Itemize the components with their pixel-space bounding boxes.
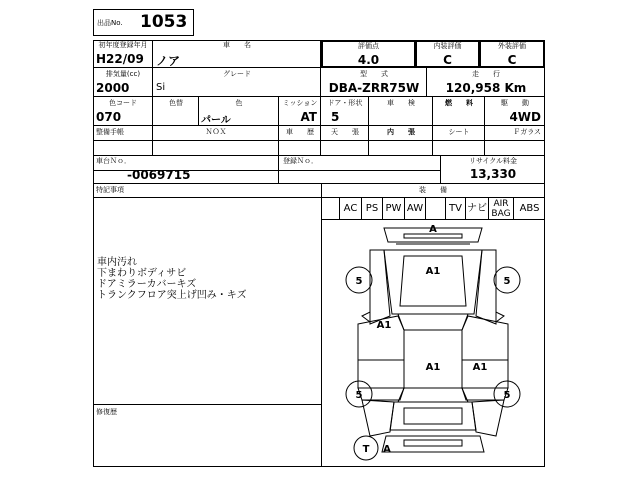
displacement-label: 排気量(cc): [105, 70, 141, 78]
remark-line: 車内汚れ: [97, 257, 137, 268]
windshield-label: Ｆガラス: [513, 128, 541, 136]
reg-date-value: H22/09: [96, 52, 144, 66]
car-damage-diagram: [322, 220, 544, 466]
rear-bumper-mark: A: [383, 444, 391, 455]
row-1: [93, 40, 545, 68]
remark-line: 下まわりボディサビ: [97, 268, 187, 279]
doors-value: 5: [331, 110, 340, 124]
model-label: 型 式: [360, 70, 388, 78]
row-2: [93, 68, 545, 97]
fuel-label: 燃 料: [445, 99, 473, 107]
notes-label: 特記事項: [96, 186, 124, 194]
interior-trim-label: 内 張: [387, 128, 415, 136]
left-rear-tire-mark: 5: [355, 390, 363, 401]
score-label: 評価点: [358, 42, 379, 50]
model-value: DBA-ZRR75W: [328, 81, 420, 95]
option-aw: AW: [405, 198, 426, 219]
grade-label: グレード: [223, 70, 251, 78]
repair-history-row: [93, 404, 322, 467]
roof-mark: A1: [425, 362, 441, 373]
color-code-label: 色コード: [109, 99, 137, 107]
notes-header-row: [93, 184, 545, 198]
right-rear-fender: [472, 400, 504, 436]
lot-number-box: [93, 9, 194, 36]
recycle-fee-value: 13,330: [469, 167, 517, 181]
option-blank: [426, 198, 446, 219]
left-front-tire-mark: 5: [355, 276, 363, 287]
row-5: [93, 156, 545, 184]
reg-date-label: 初年度登録年月: [98, 41, 148, 49]
grade-value: Si: [156, 82, 166, 93]
nox-label: ＮＯＸ: [205, 128, 227, 136]
option-tv: TV: [446, 198, 466, 219]
inspection-label: 車 検: [387, 99, 415, 107]
left-rear-fender: [362, 400, 394, 436]
equipment-label: 装 備: [419, 186, 447, 194]
rear-window: [398, 388, 468, 402]
doors-label: ドア・形状: [327, 99, 363, 107]
front-bumper-mark: A: [429, 224, 437, 235]
spare-tire-mark: T: [362, 444, 370, 455]
displacement-value: 2000: [96, 81, 130, 95]
option-abs: ABS: [519, 203, 540, 214]
remark-line: ドアミラーカバーキズ: [97, 279, 197, 290]
interior-score-value: C: [443, 53, 452, 67]
hood-outline: [400, 256, 466, 306]
mileage-value: 120,958 Km: [445, 81, 527, 95]
mileage-label: 走 行: [472, 70, 500, 78]
exterior-score-value: C: [507, 53, 517, 67]
chassis-no-label: 車台Ｎｏ．: [96, 157, 131, 165]
registration-no-label: 登録Ｎｏ．: [283, 157, 318, 165]
option-blank-lead: [322, 198, 340, 219]
left-door-mark: A1: [376, 320, 392, 331]
option-airbag: AIR BAG: [489, 198, 514, 219]
transmission-value: AT: [300, 110, 317, 124]
right-front-door: [462, 316, 508, 360]
color-value: パール: [201, 115, 231, 126]
right-rear-tire-mark: 5: [503, 390, 511, 401]
lot-number: 1053: [140, 12, 188, 32]
drive-label: 駆 動: [501, 99, 529, 107]
chassis-no-value: -0069715: [127, 168, 191, 182]
lot-number-label: 出品No.: [97, 19, 123, 27]
option-pw: PW: [383, 198, 405, 219]
drive-value: 4WD: [509, 110, 541, 124]
option-ps: PS: [362, 198, 383, 219]
right-front-tire-mark: 5: [503, 276, 511, 287]
right-front-fender: [476, 250, 496, 324]
left-front-fender: [370, 250, 390, 324]
roof-outline: [404, 330, 462, 388]
right-rear-door-mark: A1: [472, 362, 488, 373]
color-code-value: 070: [96, 110, 122, 124]
recycle-fee-label: リサイクル料金: [468, 157, 518, 165]
car-name-label: 車 名: [223, 41, 251, 49]
left-rear-door: [358, 360, 404, 388]
right-rear-panel: [462, 388, 508, 400]
left-rear-panel: [355, 388, 404, 401]
rear-bumper-outline: [382, 436, 484, 452]
remarks: [97, 257, 317, 301]
row-3: [93, 97, 545, 126]
car-name-value: ノア: [156, 54, 181, 68]
exterior-score-label: 外装評価: [498, 42, 526, 50]
color-change-label: 色替: [169, 99, 183, 107]
equipment-options: [322, 198, 545, 220]
hood-mark: A1: [425, 266, 441, 277]
row-4: [93, 126, 545, 156]
windshield-outline: [398, 314, 468, 330]
remark-line: トランクフロア突上げ凹み・キズ: [97, 290, 247, 301]
score-value: 4.0: [357, 53, 380, 67]
interior-score-label: 内装評価: [433, 42, 462, 50]
service-book-label: 整備手帳: [96, 128, 124, 136]
option-ac: AC: [340, 198, 362, 219]
seat-label: シート: [448, 128, 470, 136]
rear-hatch: [390, 402, 476, 430]
option-navi: ナビ: [466, 198, 489, 219]
color-label: 色: [235, 99, 243, 107]
car-history-label: 車 歴: [286, 128, 314, 136]
repair-history-label: 修復歴: [96, 408, 117, 416]
headliner-label: 天 張: [331, 128, 359, 136]
transmission-label: ミッション: [282, 99, 318, 107]
